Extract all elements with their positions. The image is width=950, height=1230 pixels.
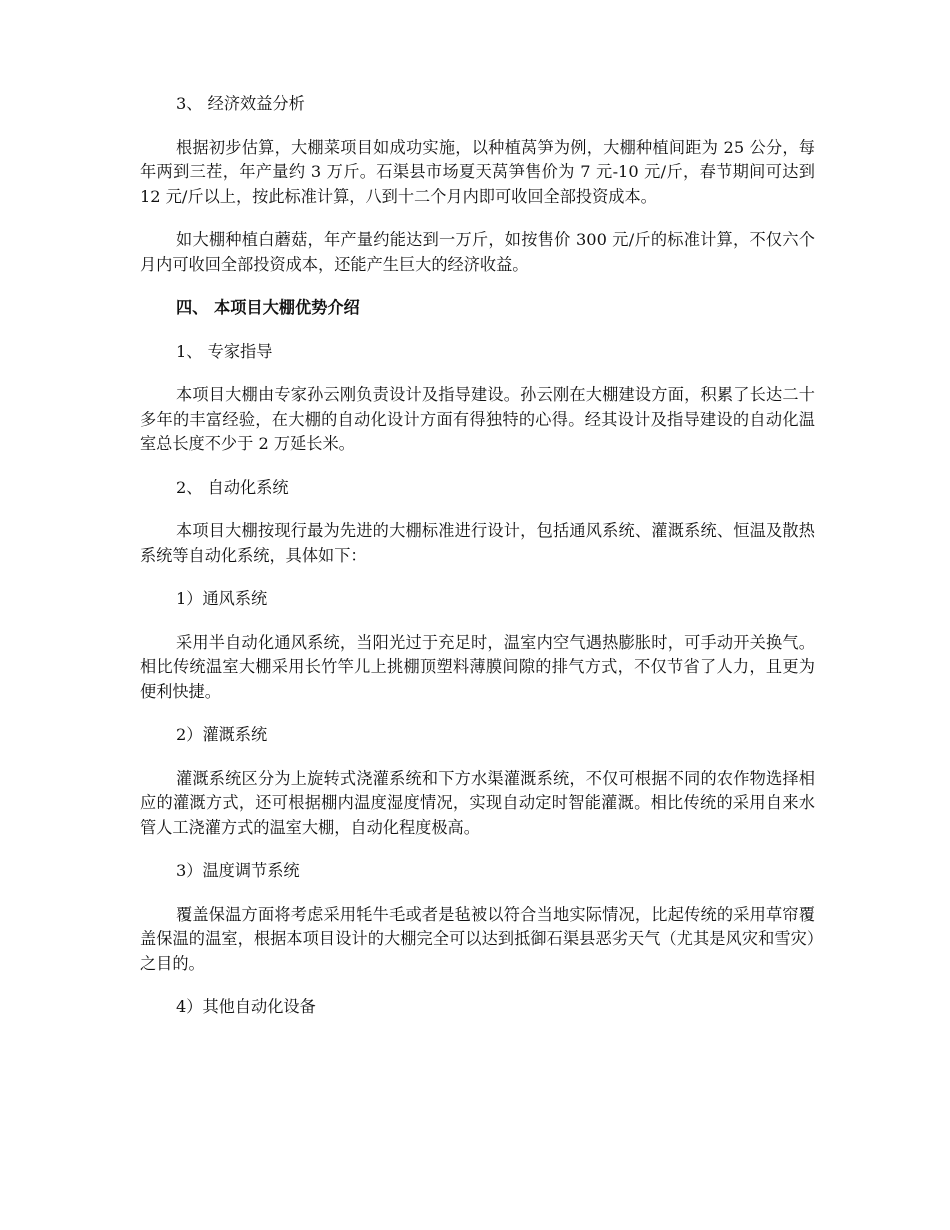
paragraph-mushroom-estimate: 如大棚种植白蘑菇，年产量约能达到一万斤，如按售价 300 元/斤的标准计算，不仅六个月内可收回全部投资成本，还能产生巨大的经济收益。 xyxy=(140,230,815,274)
paragraph-automation-system: 本项目大棚按现行最为先进的大棚标准进行设计，包括通风系统、灌溉系统、恒温及散热系统等自动化系统，具体如下： xyxy=(140,521,815,565)
subheading-ventilation-system: 1）通风系统 xyxy=(176,589,268,608)
paragraph-lettuce-estimate: 根据初步估算，大棚菜项目如成功实施，以种植莴笋为例，大棚种植间距为 25 公分，每年两到三茬，年产量约 3 万斤。石渠县市场夏天莴笋售价为 7 元-10 元/斤，春节期间可达到 12 元/斤以上，按此标准计算，八到十二个月内即可收回全部投资成本。 xyxy=(140,137,815,206)
paragraph-temperature-system: 覆盖保温方面将考虑采用牦牛毛或者是毡被以符合当地实际情况，比起传统的采用草帘覆盖保温的温室，根据本项目设计的大棚完全可以达到抵御石渠县恶劣天气（尤其是风灾和雪灾）之目的。 xyxy=(140,904,815,973)
paragraph-expert-guidance: 本项目大棚由专家孙云刚负责设计及指导建设。孙云刚在大棚建设方面，积累了长达二十多年的丰富经验，在大棚的自动化设计方面有得独特的心得。经其设计及指导建设的自动化温室总长度不少于 2 万延长米。 xyxy=(140,385,815,453)
section-heading-greenhouse-advantages: 四、 本项目大棚优势介绍 xyxy=(176,298,360,317)
document-body xyxy=(140,92,815,1039)
paragraph-ventilation-system: 采用半自动化通风系统，当阳光过于充足时，温室内空气遇热膨胀时，可手动开关换气。相比传统温室大棚采用长竹竿儿上挑棚顶塑料薄膜间隙的排气方式，不仅节省了人力，且更为便利快捷。 xyxy=(140,632,815,701)
section-heading-economic-analysis: 3、 经济效益分析 xyxy=(176,94,305,113)
subheading-automation-system: 2、 自动化系统 xyxy=(176,477,289,497)
subheading-irrigation-system: 2）灌溉系统 xyxy=(176,725,268,744)
subheading-other-equipment: 4）其他自动化设备 xyxy=(176,997,316,1016)
paragraph-irrigation-system: 灌溉系统区分为上旋转式浇灌系统和下方水渠灌溉系统，不仅可根据不同的农作物选择相应的灌溉方式，还可根据棚内温度湿度情况，实现自动定时智能灌溉。相比传统的采用自来水管人工浇灌方式的温室大棚，自动化程度极高。 xyxy=(140,768,815,837)
subheading-expert-guidance: 1、 专家指导 xyxy=(176,341,273,361)
subheading-temperature-system: 3）温度调节系统 xyxy=(176,861,300,880)
